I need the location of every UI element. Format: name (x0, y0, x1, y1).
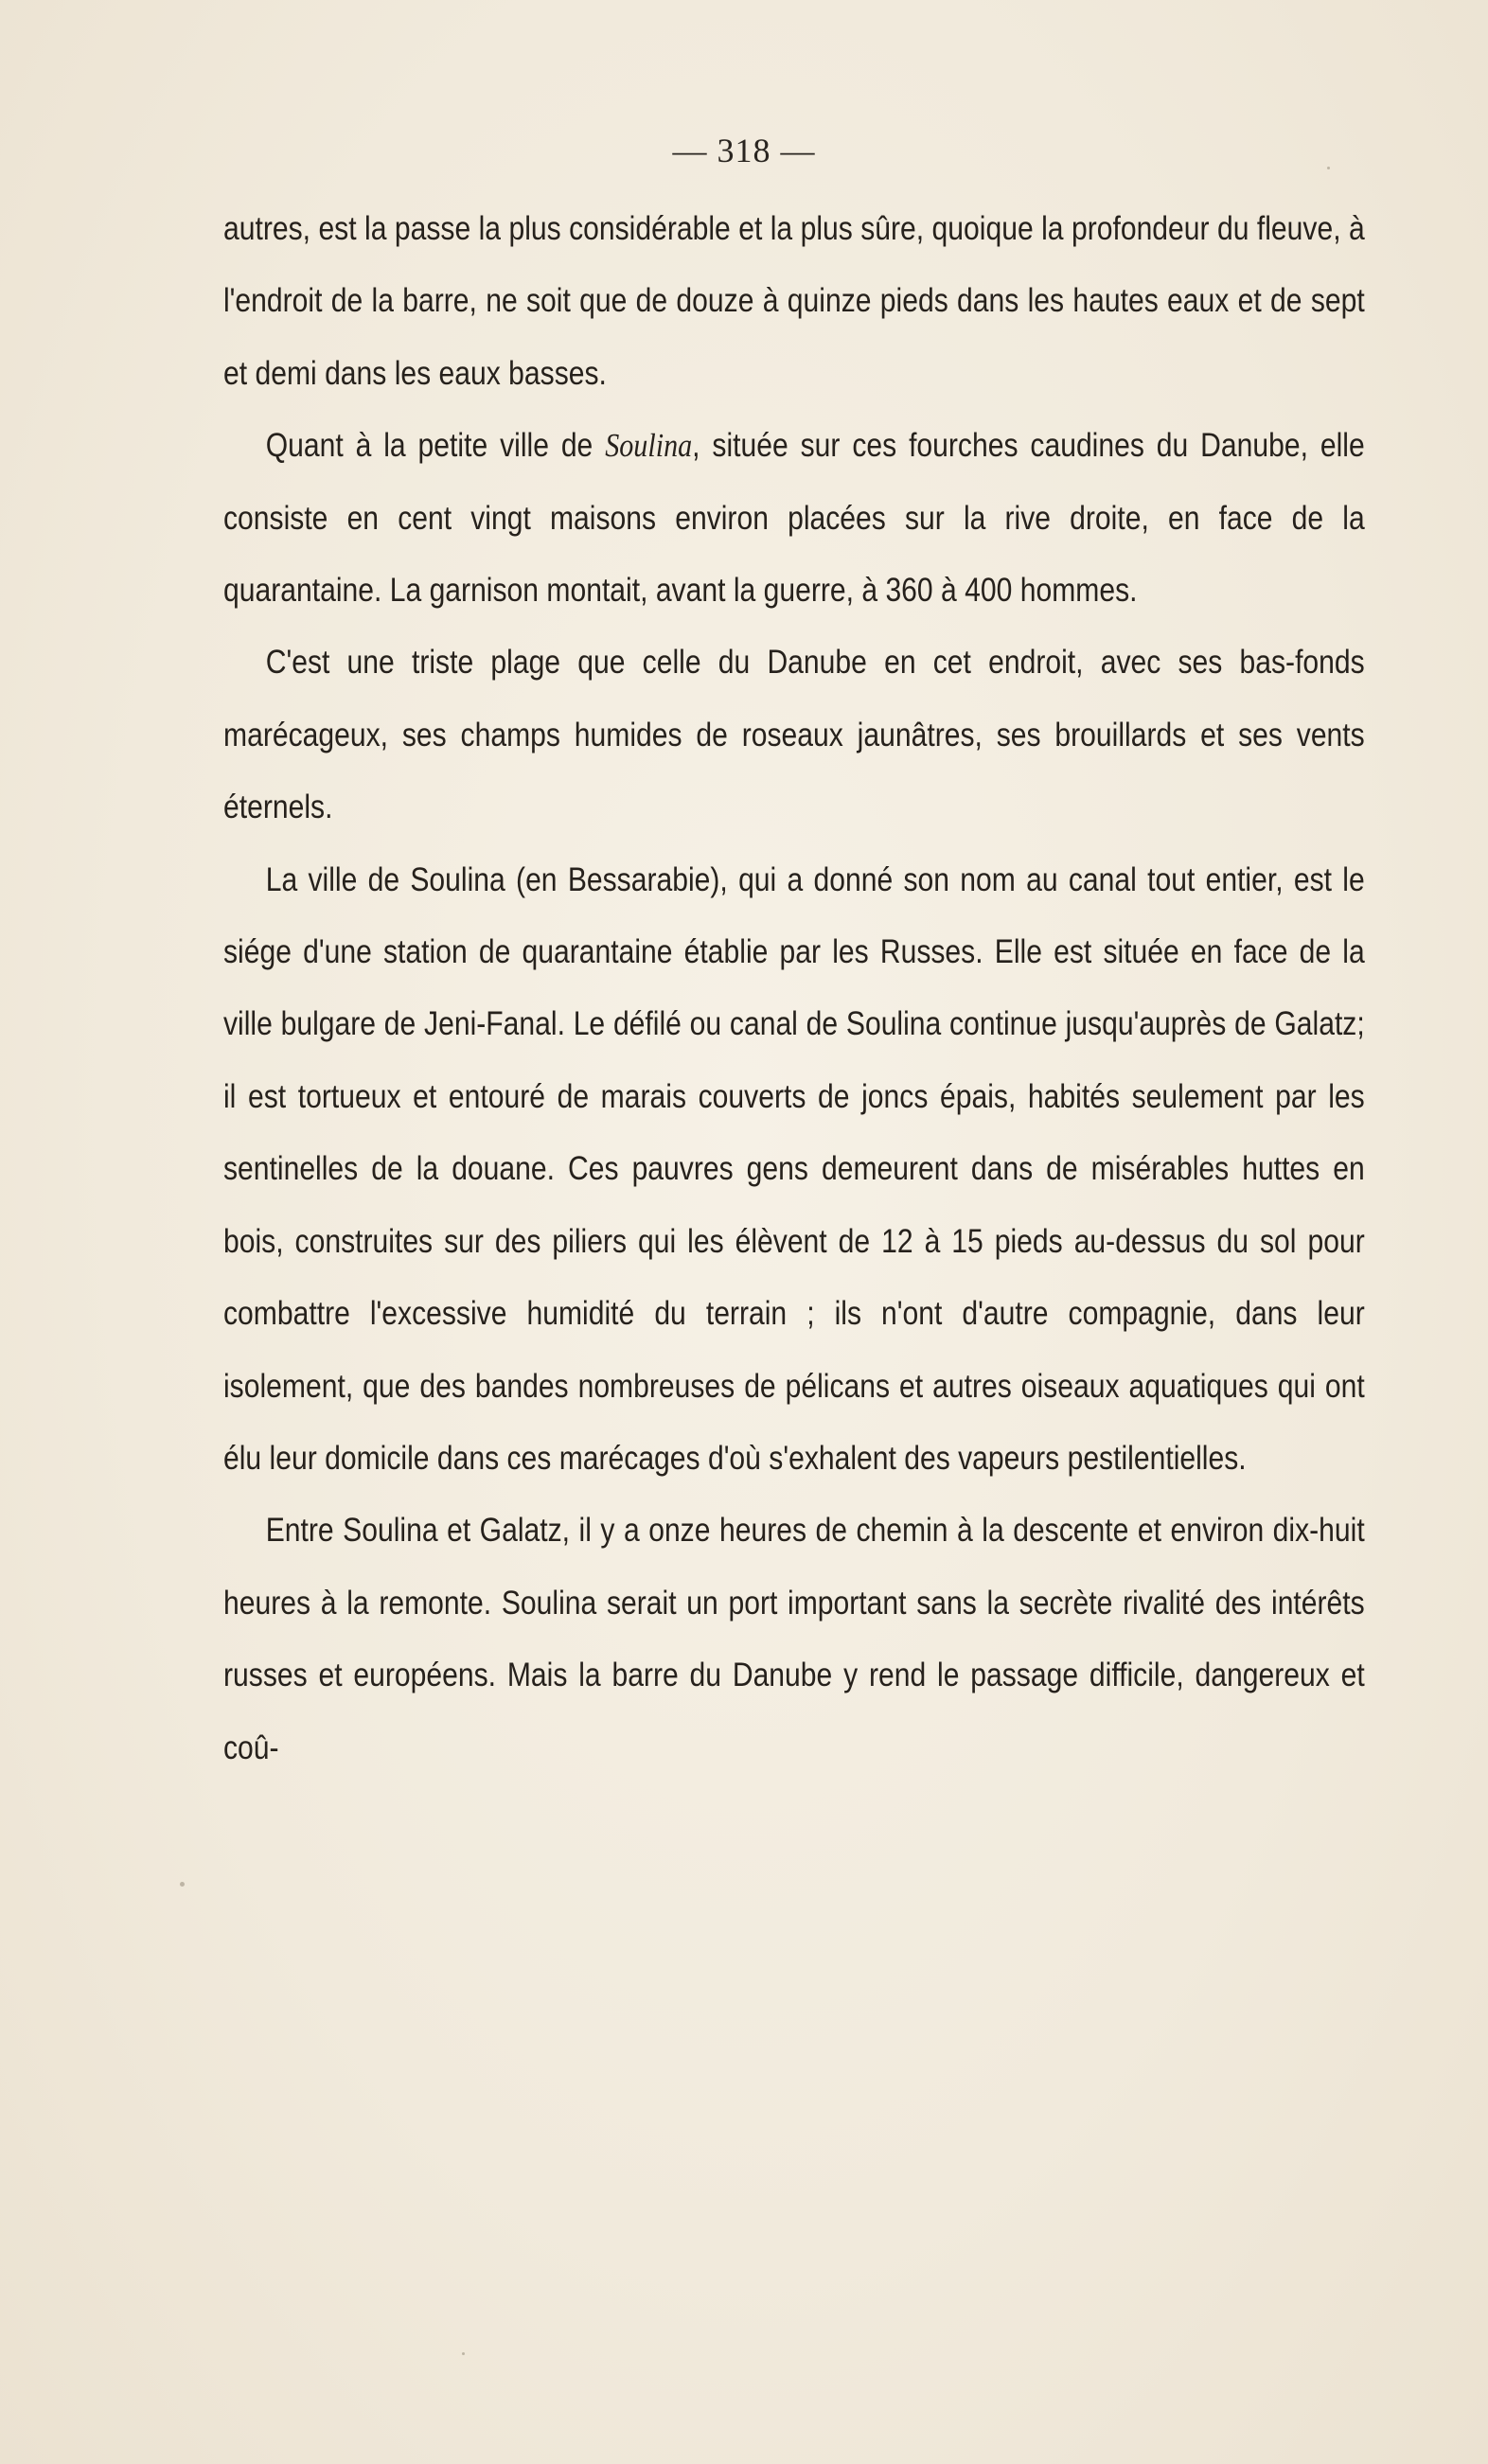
paragraph-2-start: Quant à la petite ville de (265, 427, 606, 465)
body-text (223, 193, 1365, 1784)
paper-speck (1327, 167, 1330, 169)
paragraph-1: autres, est la passe la plus considérable et la plus sûre, quoique la profondeur du fleuve, à l'endroit de la barre, ne soit que de douze à quinze pieds dans les hautes eaux et de sept et demi dans les eaux basses. (223, 210, 1365, 392)
paragraph-5: Entre Soulina et Galatz, il y a onze heures de chemin à la descente et environ dix-huit heures à la remonte. Soulina serait un port important sans la secrète rivalité des intérêts russes et européens. Mais la barre du Danube y rend le passage difficile, dangereux et coû- (223, 1512, 1365, 1766)
paper-speck (462, 2352, 465, 2355)
paper-speck (180, 1882, 185, 1887)
paragraph-2-end: , située sur ces fourches caudines du Danube, elle consiste en cent vingt maisons environ placées sur la rive droite, en face de la quarantaine. La garnison montait, avant la guerre, à 360 à 400 hommes. (223, 427, 1365, 610)
page-number: — 318 — (672, 132, 816, 169)
paragraph-2 (223, 410, 1365, 627)
place-name-soulina: Soulina (605, 427, 693, 465)
paragraph-3: C'est une triste plage que celle du Danube en cet endroit, avec ses bas-fonds marécageux, ses champs humides de roseaux jaunâtres, ses brouillards et ses vents éternels. (223, 644, 1365, 826)
paragraph-4: La ville de Soulina (en Bessarabie), qui a donné son nom au canal tout entier, est le siége d'une station de quarantaine établie par les Russes. Elle est située en face de la ville bulgare de Jeni-Fanal. Le défilé ou canal de Soulina continue jusqu'auprès de Galatz; il est tortueux et entouré de marais couverts de joncs épais, habités seulement par les sentinelles de la douane. Ces pauvres gens demeurent dans de misérables huttes en bois, construites sur des piliers qui les élèvent de 12 à 15 pieds au-dessus du sol pour combattre l'excessive humidité du terrain ; ils n'ont d'autre compagnie, dans leur isolement, que des bandes nombreuses de pélicans et autres oiseaux aquatiques qui ont élu leur domicile dans ces marécages d'où s'exhalent des vapeurs pestilentielles. (223, 860, 1365, 1477)
